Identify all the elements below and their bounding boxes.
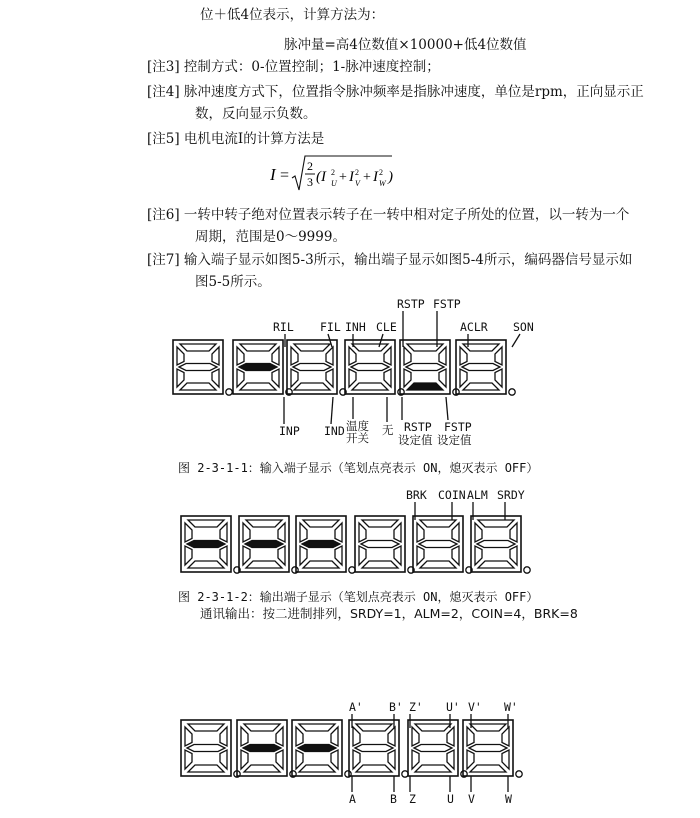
formula-eq: =: [280, 167, 290, 184]
label-none: 无: [382, 423, 394, 437]
label-b-prime: B': [389, 700, 403, 714]
fig1-digit-3-seg-f: [291, 347, 298, 365]
fig1-digit-6-seg-c: [495, 369, 502, 387]
pulse-formula-line: 脉冲量=高4位数值×10000+低4位数值: [284, 37, 527, 53]
fig3-digit-3-seg-b: [331, 727, 338, 746]
figure-2-caption: 图 2-3-1-2：输出端子显示（笔划点亮表示 ON，熄灭表示 OFF）: [178, 590, 539, 604]
fig3-digit-3-seg-e: [296, 750, 303, 769]
label-alm: ALM: [467, 488, 488, 502]
fig1-digit-1-seg-a: [180, 344, 216, 351]
fig2-digit-6-seg-f: [475, 523, 482, 542]
fig3-digit-4-seg-e: [353, 750, 360, 769]
fig2-digit-3-seg-c: [335, 546, 342, 565]
fig1-digit-1-seg-g: [179, 364, 217, 371]
fig3-digit-5-seg-b: [447, 727, 454, 746]
fig3-digit-2-seg-e: [241, 750, 248, 769]
fig1-digit-2-seg-g: [239, 364, 277, 371]
fig3-digit-4-seg-b: [388, 727, 395, 746]
fig1-digit-1-seg-e: [177, 369, 184, 387]
fig1-digit-2-seg-e: [237, 369, 244, 387]
fig3-digit-4-seg-g: [355, 745, 393, 752]
fig3-digit-6: [463, 720, 522, 777]
fig3-digit-2: [237, 720, 296, 777]
fig3-digit-6-seg-c: [502, 750, 509, 769]
fig3-digit-1-seg-e: [185, 750, 192, 769]
svg-text:+: +: [339, 170, 347, 185]
label-rstp-setting: 设定值: [398, 433, 433, 447]
label-w: W: [505, 792, 512, 806]
fig2-digit-2-seg-a: [246, 520, 282, 527]
label-u-prime: U': [446, 700, 460, 714]
fig2-digit-3-seg-g: [302, 541, 340, 548]
text-line-1: 位＋低4位表示，计算方法为：: [200, 7, 385, 23]
fig2-digit-4-seg-c: [394, 546, 401, 565]
fig3-digit-6-seg-d: [470, 765, 506, 772]
fig1-digit-1-seg-b: [212, 347, 219, 365]
fig3-digit-6-seg-g: [469, 745, 507, 752]
fig2-digit-2-seg-c: [278, 546, 285, 565]
fig2-digit-6-seg-a: [478, 520, 514, 527]
fig3-digit-2-seg-f: [241, 727, 248, 746]
fig1-digit-1-seg-c: [212, 369, 219, 387]
fig1-digit-4-seg-g: [351, 364, 389, 371]
fig3-digit-1-seg-c: [220, 750, 227, 769]
fig1-digit-4-seg-e: [349, 369, 356, 387]
fig2-digit-2-seg-g: [245, 541, 283, 548]
label-fil: FIL: [320, 320, 341, 334]
label-fstp-top: FSTP: [433, 297, 461, 311]
fig2-digit-1-seg-d: [188, 561, 224, 568]
fig2-digit-2: [239, 516, 298, 573]
note-7-line-1: [注7] 输入端子显示如图5-3所示，输出端子显示如图5-4所示，编码器信号显示如: [147, 252, 633, 268]
note-4-line-1: [注4] 脉冲速度方式下，位置指令脉冲频率是指脉冲速度，单位是rpm，正向显示正: [147, 84, 644, 100]
svg-text:2: 2: [355, 168, 359, 177]
fig1-digit-3-seg-a: [294, 344, 330, 351]
svg-text:): ): [388, 169, 393, 185]
label-a: A: [349, 792, 356, 806]
fig2-digit-4-seg-g: [361, 541, 399, 548]
fig1-digit-3-seg-c: [326, 369, 333, 387]
label-ind: IND: [324, 424, 345, 438]
label-z-prime: Z': [409, 700, 423, 714]
fig3-digit-3-seg-c: [331, 750, 338, 769]
fig3-digit-3: [292, 720, 351, 777]
note-7-line-2: 图5-5所示。: [195, 274, 271, 290]
fig1-digit-3-seg-e: [291, 369, 298, 387]
label-w-prime: W': [504, 700, 518, 714]
label-u: U: [447, 792, 454, 806]
fig2-digit-4-seg-d: [362, 561, 398, 568]
fig1-digit-4-seg-c: [384, 369, 391, 387]
fig3-digit-3-seg-g: [298, 745, 336, 752]
fig3-digit-1-seg-g: [187, 745, 225, 752]
fig2-digit-4: [355, 516, 414, 573]
fig3-digit-2-seg-c: [276, 750, 283, 769]
fig1-digit-1-seg-d: [180, 383, 216, 390]
label-v: V: [468, 792, 475, 806]
fig2-digit-1-seg-f: [185, 523, 192, 542]
fig1-digit-2-seg-c: [272, 369, 279, 387]
fig2-digit-4-seg-e: [359, 546, 366, 565]
fig3-digit-6-seg-e: [467, 750, 474, 769]
fig3-digit-5-seg-d: [415, 765, 451, 772]
fig2-digit-1-seg-e: [185, 546, 192, 565]
fig2-digit-3: [296, 516, 355, 573]
fig3-digit-5: [408, 720, 467, 777]
fig1-digit-6-seg-e: [460, 369, 467, 387]
fig2-digit-3-seg-a: [303, 520, 339, 527]
fig3-digit-5-seg-e: [412, 750, 419, 769]
note-4-line-2: 数，反向显示负数。: [195, 106, 317, 122]
label-cle: CLE: [376, 320, 397, 334]
fig2-digit-5-seg-f: [417, 523, 424, 542]
formula-frac-num: 2: [307, 159, 313, 173]
fig2-digit-3-seg-b: [335, 523, 342, 542]
fig1-digit-4-seg-d: [352, 383, 388, 390]
fig3-digit-1-seg-a: [188, 724, 224, 731]
fig2-digit-5-seg-e: [417, 546, 424, 565]
fig2-digit-1: [181, 516, 240, 573]
note-6-line-1: [注6] 一转中转子绝对位置表示转子在一转中相对定子所处的位置，以一转为一个: [147, 207, 630, 223]
fig2-digit-4-seg-f: [359, 523, 366, 542]
fig3-digit-5-seg-f: [412, 727, 419, 746]
fig2-digit-3-seg-f: [300, 523, 307, 542]
fig3-digit-6-seg-f: [467, 727, 474, 746]
fig3-digit-6-seg-a: [470, 724, 506, 731]
fig1-digit-3-seg-d: [294, 383, 330, 390]
fig1-digit-3: [287, 340, 346, 395]
fig2-digit-4-seg-b: [394, 523, 401, 542]
fig3-digit-3-seg-d: [299, 765, 335, 772]
formula-body: (I: [316, 169, 326, 185]
fig2-digit-5: [413, 516, 472, 573]
fig1-digit-2-seg-a: [240, 344, 276, 351]
label-brk: BRK: [406, 488, 427, 502]
fig1-digit-6-seg-g: [462, 364, 500, 371]
fig3-digit-1-seg-d: [188, 765, 224, 772]
fig1-digit-4-seg-f: [349, 347, 356, 365]
svg-text:V: V: [355, 179, 360, 188]
fig3-digit-2-seg-a: [244, 724, 280, 731]
fig2-digit-6-seg-e: [475, 546, 482, 565]
fig3-digit-5-seg-g: [414, 745, 452, 752]
fig3-digit-6-seg-b: [502, 727, 509, 746]
fig2-digit-2-seg-e: [243, 546, 250, 565]
formula-lhs: I: [270, 165, 276, 184]
fig3-digit-6-dp: [516, 771, 522, 777]
svg-text:I: I: [349, 169, 354, 185]
fig3-digit-2-seg-d: [244, 765, 280, 772]
fig2-digit-2-seg-f: [243, 523, 250, 542]
fig2-digit-6: [471, 516, 530, 573]
fig2-digit-6-seg-d: [478, 561, 514, 568]
label-z: Z: [409, 792, 416, 806]
fig1-digit-2-seg-d: [240, 383, 276, 390]
label-aclr: ACLR: [460, 320, 488, 334]
fig3-digit-1: [181, 720, 240, 777]
label-rstp-bottom: RSTP: [404, 420, 432, 434]
label-srdy: SRDY: [497, 488, 525, 502]
fig1-digit-5-seg-d: [407, 383, 443, 390]
label-son: SON: [513, 320, 534, 334]
svg-text:2: 2: [331, 168, 335, 177]
fig2-digit-5-seg-a: [420, 520, 456, 527]
fig1-digit-6-dp: [509, 389, 515, 395]
svg-text:+: +: [363, 170, 371, 185]
fig3-digit-3-seg-a: [299, 724, 335, 731]
fig3-digit-5-seg-a: [415, 724, 451, 731]
fig2-digit-2-seg-d: [246, 561, 282, 568]
fig1-digit-3-seg-b: [326, 347, 333, 365]
fig1-digit-5-seg-c: [439, 369, 446, 387]
fig3-digit-2-seg-b: [276, 727, 283, 746]
fig3-digit-4-seg-f: [353, 727, 360, 746]
fig2-digit-5-seg-c: [452, 546, 459, 565]
fig1-digit-5-seg-e: [404, 369, 411, 387]
fig2-digit-1-seg-b: [220, 523, 227, 542]
fig2-digit-5-seg-g: [419, 541, 457, 548]
label-fstp-bottom: FSTP: [444, 420, 472, 434]
fig2-digit-2-seg-b: [278, 523, 285, 542]
note-3: [注3] 控制方式：0-位置控制；1-脉冲速度控制；: [147, 59, 440, 75]
fig2-digit-4-seg-a: [362, 520, 398, 527]
fig2-digit-6-seg-b: [510, 523, 517, 542]
fig1-digit-6-seg-d: [463, 383, 499, 390]
comm-output-note: 通讯输出：按二进制排列，SRDY=1，ALM=2，COIN=4，BRK=8: [200, 606, 578, 621]
fig3-digit-4-seg-c: [388, 750, 395, 769]
fig3-digit-3-seg-f: [296, 727, 303, 746]
fig1-digit-1-seg-f: [177, 347, 184, 365]
fig1-digit-2-seg-f: [237, 347, 244, 365]
label-inp: INP: [279, 424, 300, 438]
svg-text:W: W: [379, 179, 386, 188]
note-5: [注5] 电机电流I的计算方法是: [147, 131, 325, 147]
fig2-digit-6-seg-g: [477, 541, 515, 548]
fig3-digit-5-seg-c: [447, 750, 454, 769]
fig1-digit-6-seg-b: [495, 347, 502, 365]
fig3-digit-4-seg-d: [356, 765, 392, 772]
fig2-digit-3-seg-d: [303, 561, 339, 568]
fig1-digit-4-seg-a: [352, 344, 388, 351]
fig3-digit-1-seg-f: [185, 727, 192, 746]
label-ril: RIL: [273, 320, 294, 334]
svg-text:2: 2: [379, 168, 383, 177]
formula-frac-den: 3: [307, 175, 313, 189]
label-a-prime: A': [349, 700, 363, 714]
label-b: B: [390, 792, 397, 806]
fig1-digit-5-seg-g: [406, 364, 444, 371]
fig2-digit-6-dp: [524, 567, 530, 573]
label-rstp-top: RSTP: [397, 297, 425, 311]
fig3-digit-1-seg-b: [220, 727, 227, 746]
svg-text:U: U: [331, 179, 337, 188]
fig1-digit-2-seg-b: [272, 347, 279, 365]
label-v-prime: V': [468, 700, 482, 714]
fig1-digit-4: [345, 340, 404, 395]
fig3-digit-4: [349, 720, 408, 777]
label-coin: COIN: [438, 488, 466, 502]
fig3-digit-2-seg-g: [243, 745, 281, 752]
fig1-digit-1-dp: [226, 389, 232, 395]
fig1-digit-6-seg-f: [460, 347, 467, 365]
svg-text:I: I: [373, 169, 378, 185]
fig2-digit-1-seg-c: [220, 546, 227, 565]
fig1-digit-4-seg-b: [384, 347, 391, 365]
fig2-digit-5-seg-b: [452, 523, 459, 542]
fig2-digit-6-seg-c: [510, 546, 517, 565]
fig1-digit-5-seg-b: [439, 347, 446, 365]
fig1-digit-1: [173, 340, 232, 395]
fig1-digit-5-seg-f: [404, 347, 411, 365]
label-inh: INH: [345, 320, 366, 334]
fig2-digit-5-seg-d: [420, 561, 456, 568]
fig1-digit-6: [456, 340, 515, 395]
fig1-digit-2: [233, 340, 292, 395]
label-fstp-setting: 设定值: [437, 433, 472, 447]
label-temp-2: 开关: [346, 431, 369, 445]
figure-1-caption: 图 2-3-1-1：输入端子显示（笔划点亮表示 ON，熄灭表示 OFF）: [178, 461, 539, 475]
fig2-digit-3-seg-e: [300, 546, 307, 565]
fig1-digit-5: [400, 340, 459, 395]
fig2-digit-1-seg-a: [188, 520, 224, 527]
note-6-line-2: 周期，范围是0～9999。: [195, 229, 346, 245]
fig2-digit-1-seg-g: [187, 541, 225, 548]
label-temp-1: 温度: [346, 419, 369, 433]
fig3-digit-4-seg-a: [356, 724, 392, 731]
fig1-digit-3-seg-g: [293, 364, 331, 371]
